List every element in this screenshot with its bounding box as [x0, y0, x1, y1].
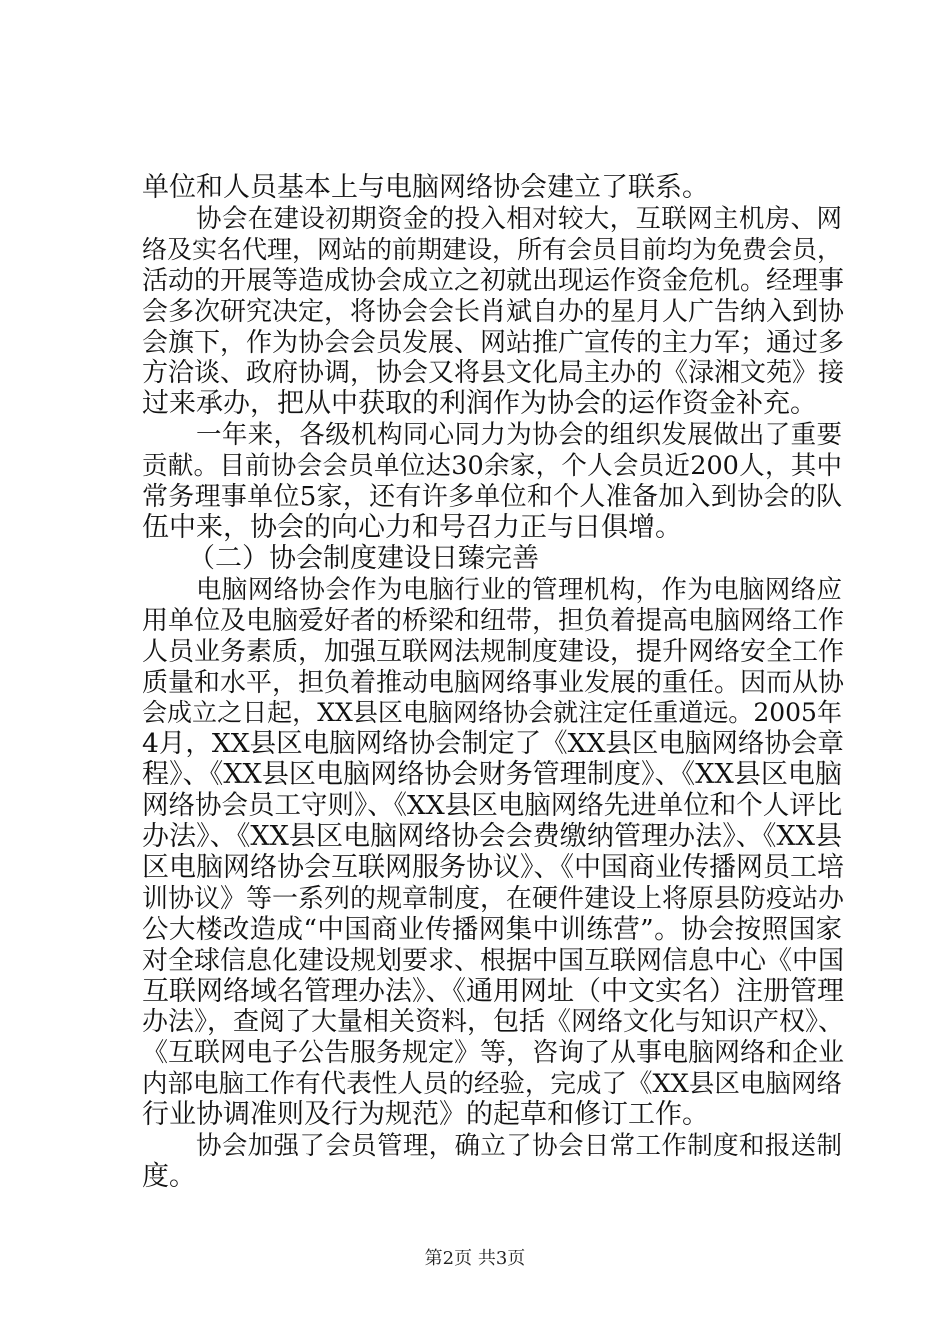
text-line: 贡献。目前协会会员单位达30余家，个人会员近200人，其中	[142, 451, 842, 481]
text-line: 常务理事单位5家，还有许多单位和个人准备加入到协会的队	[142, 482, 842, 512]
page-footer: 第2页 共3页	[424, 1248, 526, 1269]
text-line: 单位和人员基本上与电脑网络协会建立了联系。	[142, 172, 709, 203]
text-line: 训协议》等一系列的规章制度，在硬件建设上将原县防疫站办	[142, 884, 845, 914]
text-line: 程》、《XX县区电脑网络协会财务管理制度》、《XX县区电脑	[142, 759, 842, 790]
text-line: 办法》，查阅了大量相关资料，包括《网络文化与知识产权》、	[142, 1007, 845, 1037]
text-line: 络及实名代理，网站的前期建设，所有会员目前均为免费会员，	[142, 235, 843, 264]
section-heading: （二）协会制度建设日臻完善	[188, 543, 539, 574]
text-line: 内部电脑工作有代表性人员的经验，完成了《XX县区电脑网络	[142, 1069, 842, 1099]
text-line: 网络协会员工守则》、《XX县区电脑网络先进单位和个人评比	[142, 790, 843, 821]
text-line: 区电脑网络协会互联网服务协议》、《中国商业传播网员工培	[142, 852, 844, 883]
text-line: 《互联网电子公告服务规定》等，咨询了从事电脑网络和企业	[142, 1038, 845, 1068]
text-line: 对全球信息化建设规划要求、根据中国互联网信息中心《中国	[142, 946, 845, 976]
text-line: 质量和水平，担负着推动电脑网络事业发展的重任。因而从协	[142, 668, 845, 698]
text-line: 协会加强了会员管理，确立了协会日常工作制度和报送制	[196, 1131, 842, 1161]
text-line: 人员业务素质，加强互联网法规制度建设，提升网络安全工作	[142, 637, 845, 667]
text-line: 活动的开展等造成协会成立之初就出现运作资金危机。经理事	[142, 266, 845, 296]
text-line: 协会在建设初期资金的投入相对较大，互联网主机房、网	[196, 204, 842, 234]
text-line: 互联网络域名管理办法》、《通用网址（中文实名）注册管理	[142, 976, 844, 1007]
text-line: 方洽谈、政府协调，协会又将县文化局主办的《渌湘文苑》接	[142, 358, 845, 388]
text-line: 会多次研究决定，将协会会长肖斌自办的星月人广告纳入到协	[142, 297, 845, 327]
text-line: 公大楼改造成“中国商业传播网集中训练营”。协会按照国家	[142, 914, 842, 945]
text-line: 一年来，各级机构同心同力为协会的组织发展做出了重要	[196, 420, 842, 450]
text-line: 电脑网络协会作为电脑行业的管理机构，作为电脑网络应	[196, 575, 842, 605]
text-line: 伍中来，协会的向心力和号召力正与日俱增。	[142, 512, 682, 543]
text-line: 会旗下，作为协会会员发展、网站推广宣传的主力军；通过多	[142, 328, 845, 358]
text-line: 会成立之日起，XX县区电脑网络协会就注定任重道远。2005年	[142, 698, 842, 727]
text-line: 行业协调准则及行为规范》的起草和修订工作。	[142, 1099, 709, 1130]
text-line: 4月，XX县区电脑网络协会制定了《XX县区电脑网络协会章	[142, 728, 844, 759]
text-line: 用单位及电脑爱好者的桥梁和纽带，担负着提高电脑网络工作	[142, 606, 845, 636]
text-line: 办法》、《XX县区电脑网络协会会费缴纳管理办法》、《XX县	[142, 821, 842, 852]
text-line: 度。	[142, 1161, 196, 1192]
text-line: 过来承办，把从中获取的利润作为协会的运作资金补充。	[142, 388, 817, 419]
